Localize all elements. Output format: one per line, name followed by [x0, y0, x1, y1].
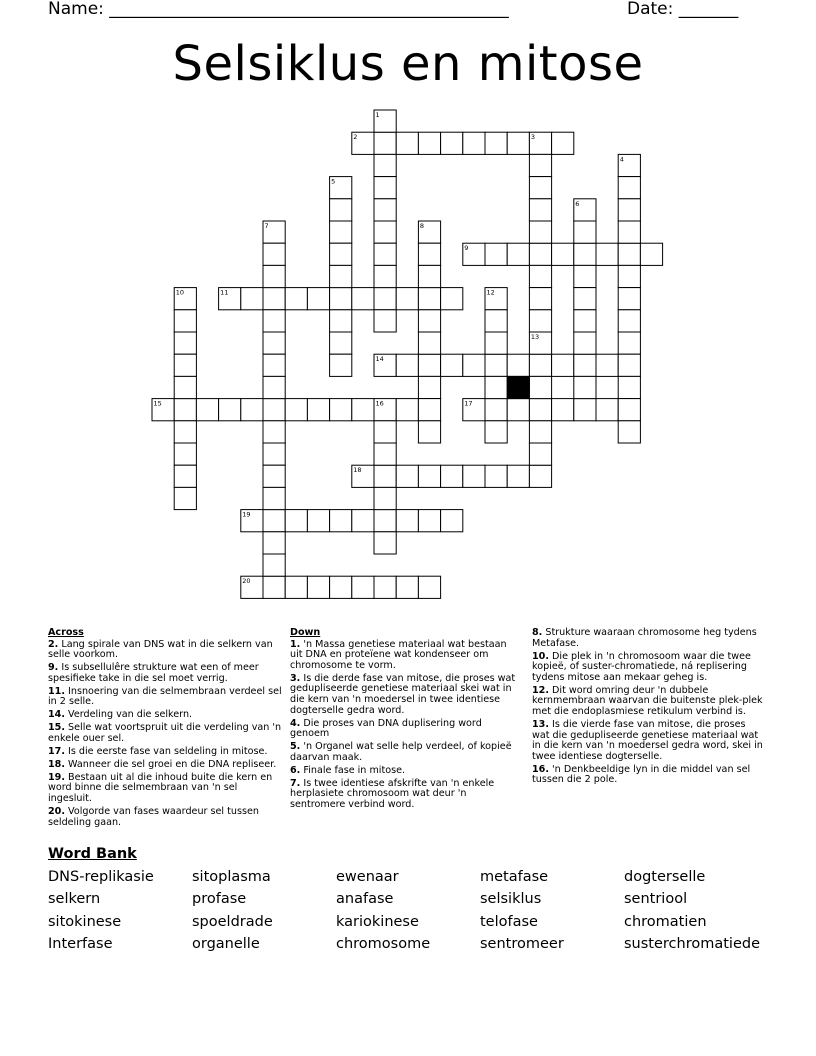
page-title: Selsiklus en mitose — [172, 36, 644, 92]
grid-cell[interactable] — [529, 310, 551, 332]
grid-cell[interactable] — [396, 465, 418, 487]
grid-cell[interactable] — [618, 354, 640, 376]
grid-cell[interactable] — [618, 243, 640, 265]
grid-cell[interactable] — [396, 288, 418, 310]
word-bank-item: DNS-replikasie — [48, 869, 154, 885]
clue-item — [48, 640, 283, 661]
clue-number: 12. — [532, 684, 549, 696]
grid-cell[interactable] — [374, 487, 396, 509]
grid-cell[interactable] — [552, 132, 574, 154]
clue-number: 4. — [290, 717, 301, 729]
grid-cell[interactable] — [529, 177, 551, 199]
word-bank-item: sitoplasma — [192, 869, 271, 885]
grid-cell[interactable] — [618, 332, 640, 354]
word-bank-item: chromosome — [336, 936, 431, 952]
clue-number: 6. — [290, 764, 301, 776]
grid-cell[interactable] — [529, 399, 551, 421]
grid-cell[interactable] — [374, 421, 396, 443]
clue-item — [48, 760, 283, 771]
grid-cell[interactable] — [396, 354, 418, 376]
grid-cell[interactable] — [618, 288, 640, 310]
grid-cell[interactable] — [263, 421, 285, 443]
grid-cell[interactable] — [396, 510, 418, 532]
grid-cell[interactable] — [174, 443, 196, 465]
clue-number: 18. — [48, 758, 65, 770]
word-bank-item: chromatien — [624, 914, 707, 930]
clue-text: Die plek in 'n chromosoom waar die twee kopieë, of suster-chromatiede, ná replisering tydens mitose aan mekaar geheg is. — [532, 650, 751, 683]
grid-cell[interactable] — [219, 399, 241, 421]
grid-cell[interactable] — [529, 443, 551, 465]
clue-number: 8. — [532, 627, 543, 638]
grid-cell[interactable] — [263, 465, 285, 487]
grid-cell[interactable] — [529, 465, 551, 487]
grid-cell[interactable] — [374, 288, 396, 310]
grid-cell[interactable] — [374, 576, 396, 598]
grid-cell[interactable] — [463, 465, 485, 487]
grid-cell[interactable] — [374, 177, 396, 199]
grid-cell[interactable] — [441, 354, 463, 376]
grid-cell[interactable] — [418, 132, 440, 154]
grid-cell[interactable] — [418, 354, 440, 376]
grid-cell[interactable] — [485, 421, 507, 443]
clue-text: Is twee identiese afskrifte van 'n enkele herplasiete chromosoom wat deur 'n sentromere verbind word. — [290, 777, 495, 810]
grid-cell[interactable] — [330, 576, 352, 598]
grid-cell[interactable] — [574, 288, 596, 310]
clue-item — [290, 719, 522, 740]
across-clues — [48, 628, 283, 831]
word-bank-title: Word Bank — [48, 846, 137, 862]
grid-cell[interactable] — [618, 399, 640, 421]
cell-number: 7 — [264, 222, 269, 230]
clue-text: 'n Organel wat selle help verdeel, of kopieë daarvan maak. — [290, 741, 512, 763]
word-bank-item: sentriool — [624, 891, 688, 907]
clue-text: Finale fase in mitose. — [300, 764, 406, 776]
grid-cell[interactable] — [574, 354, 596, 376]
grid-cell[interactable] — [529, 354, 551, 376]
grid-cell[interactable] — [241, 288, 263, 310]
cell-number: 5 — [331, 177, 336, 186]
name-field-label[interactable]: Name: _______________________________________________ — [48, 0, 509, 19]
word-bank-item: ewenaar — [336, 869, 399, 885]
clue-item — [48, 747, 283, 758]
grid-cell[interactable] — [529, 376, 551, 398]
grid-cell[interactable] — [330, 354, 352, 376]
grid-cell[interactable] — [418, 332, 440, 354]
grid-cell[interactable] — [263, 443, 285, 465]
grid-cell[interactable] — [485, 465, 507, 487]
cell-number: 6 — [575, 199, 580, 208]
grid-cell[interactable] — [507, 399, 529, 421]
grid-cell[interactable] — [529, 243, 551, 265]
clue-number: 20. — [48, 806, 65, 818]
cell-number: 15 — [153, 399, 162, 408]
cell-number: 17 — [464, 399, 473, 408]
clue-number: 7. — [290, 777, 301, 789]
clue-item — [48, 663, 283, 684]
clue-item — [290, 779, 522, 811]
cell-number: 19 — [242, 510, 251, 519]
grid-cell[interactable] — [374, 154, 396, 176]
grid-cell[interactable] — [418, 243, 440, 265]
across-heading: Across — [48, 627, 84, 638]
cell-number: 1 — [375, 111, 380, 119]
word-bank-item: dogterselle — [624, 869, 706, 885]
grid-cell[interactable] — [485, 310, 507, 332]
grid-cell[interactable] — [485, 332, 507, 354]
grid-cell[interactable] — [529, 265, 551, 287]
grid-cell[interactable] — [507, 132, 529, 154]
clue-text: Strukture waaraan chromosome heg tydens Metafase. — [532, 627, 757, 649]
grid-cell[interactable] — [618, 310, 640, 332]
grid-cell[interactable] — [618, 221, 640, 243]
clue-text: Selle wat voortspruit uit die verdeling van 'n enkele ouer sel. — [48, 722, 282, 744]
grid-cell[interactable] — [374, 132, 396, 154]
grid-cell[interactable] — [574, 310, 596, 332]
grid-cell[interactable] — [263, 510, 285, 532]
grid-cell[interactable] — [485, 132, 507, 154]
word-bank-item: organelle — [192, 936, 260, 952]
grid-cell[interactable] — [174, 487, 196, 509]
clue-item — [532, 628, 766, 649]
cell-number: 20 — [242, 577, 251, 586]
grid-cell[interactable] — [330, 265, 352, 287]
grid-cell[interactable] — [307, 576, 329, 598]
blocked-cell — [507, 376, 529, 398]
grid-cell[interactable] — [396, 576, 418, 598]
grid-cell[interactable] — [596, 354, 618, 376]
grid-cell[interactable] — [507, 465, 529, 487]
cell-number: 2 — [353, 133, 358, 142]
clue-number: 9. — [48, 662, 59, 674]
date-field-label[interactable]: Date: _______ — [627, 0, 739, 19]
grid-cell[interactable] — [307, 510, 329, 532]
clue-text: Insnoering van die selmembraan verdeel sel in 2 selle. — [48, 685, 282, 708]
grid-cell[interactable] — [352, 576, 374, 598]
grid-cell[interactable] — [574, 243, 596, 265]
grid-cell[interactable] — [174, 421, 196, 443]
grid-cell[interactable] — [552, 243, 574, 265]
grid-cell[interactable] — [330, 199, 352, 221]
cell-number: 3 — [530, 133, 536, 142]
grid-cell[interactable] — [263, 288, 285, 310]
word-bank-item: sitokinese — [48, 914, 122, 930]
grid-cell[interactable] — [352, 510, 374, 532]
grid-cell[interactable] — [374, 510, 396, 532]
grid-cell[interactable] — [640, 243, 662, 265]
grid-cell[interactable] — [418, 576, 440, 598]
clue-text: Is die eerste fase van seldeling in mitose. — [65, 745, 268, 757]
grid-cell[interactable] — [174, 310, 196, 332]
grid-cell[interactable] — [196, 399, 218, 421]
cell-number: 10 — [175, 288, 184, 297]
cell-number: 4 — [619, 155, 624, 164]
grid-cell[interactable] — [374, 310, 396, 332]
clue-text: Volgorde van fases waardeur sel tussen seldeling gaan. — [48, 806, 259, 828]
grid-cell[interactable] — [241, 399, 263, 421]
grid-cell[interactable] — [418, 288, 440, 310]
grid-cell[interactable] — [418, 376, 440, 398]
clue-number: 11. — [48, 685, 65, 697]
cell-number: 12 — [486, 288, 495, 297]
grid-cell[interactable] — [307, 288, 329, 310]
clue-text: Die proses van DNA duplisering word genoem — [290, 717, 482, 740]
grid-cell[interactable] — [330, 221, 352, 243]
clue-item — [532, 686, 766, 718]
clue-text: Bestaan uit al die inhoud buite die kern en word binne die selmembraan van 'n sel ingesluit. — [48, 771, 273, 805]
grid-cell[interactable] — [463, 354, 485, 376]
grid-cell[interactable] — [263, 354, 285, 376]
clue-item — [48, 710, 283, 721]
grid-cell[interactable] — [330, 310, 352, 332]
grid-cell[interactable] — [618, 376, 640, 398]
grid-cell[interactable] — [618, 421, 640, 443]
grid-cell[interactable] — [285, 288, 307, 310]
word-bank-item: kariokinese — [336, 914, 419, 930]
word-bank-item: Interfase — [48, 936, 113, 952]
grid-cell[interactable] — [330, 243, 352, 265]
cell-number: 9 — [464, 244, 469, 253]
clue-item — [48, 807, 283, 828]
clue-number: 16. — [532, 763, 549, 775]
grid-cell[interactable] — [374, 221, 396, 243]
grid-cell[interactable] — [618, 177, 640, 199]
grid-cell[interactable] — [418, 265, 440, 287]
grid-cell[interactable] — [441, 288, 463, 310]
grid-cell[interactable] — [418, 421, 440, 443]
clue-number: 5. — [290, 741, 301, 753]
grid-cell[interactable] — [507, 354, 529, 376]
grid-cell[interactable] — [396, 132, 418, 154]
clue-text: 'n Denkbeeldige lyn in die middel van sel tussen die 2 pole. — [532, 763, 751, 786]
clue-number: 1. — [290, 638, 301, 650]
grid-cell[interactable] — [618, 265, 640, 287]
grid-cell[interactable] — [263, 487, 285, 509]
grid-cell[interactable] — [263, 332, 285, 354]
grid-cell[interactable] — [507, 243, 529, 265]
grid-cell[interactable] — [485, 243, 507, 265]
clue-item — [48, 687, 283, 708]
grid-cell[interactable] — [263, 310, 285, 332]
grid-cell[interactable] — [418, 510, 440, 532]
clue-number: 17. — [48, 745, 65, 757]
word-bank-item: sentromeer — [480, 936, 564, 952]
clue-item — [48, 723, 283, 744]
grid-cell[interactable] — [374, 465, 396, 487]
grid-cell[interactable] — [485, 399, 507, 421]
grid-cell[interactable] — [263, 399, 285, 421]
grid-cell[interactable] — [574, 376, 596, 398]
clue-item — [290, 766, 522, 777]
grid-cell[interactable] — [574, 265, 596, 287]
grid-cell[interactable] — [263, 532, 285, 554]
grid-cell[interactable] — [418, 310, 440, 332]
grid-cell[interactable] — [352, 399, 374, 421]
grid-cell[interactable] — [330, 332, 352, 354]
clue-number: 14. — [48, 709, 65, 721]
grid-cell[interactable] — [174, 399, 196, 421]
clue-number: 19. — [48, 771, 65, 783]
grid-cell[interactable] — [374, 265, 396, 287]
clue-text: Wanneer die sel groei en die DNA repliseer. — [65, 758, 277, 770]
grid-cell[interactable] — [263, 554, 285, 576]
grid-cell[interactable] — [174, 354, 196, 376]
grid-cell[interactable] — [574, 399, 596, 421]
grid-cell[interactable] — [263, 243, 285, 265]
grid-cell[interactable] — [418, 399, 440, 421]
grid-cell[interactable] — [263, 376, 285, 398]
clue-text: 'n Massa genetiese materiaal wat bestaan uit DNA en proteïene wat kondenseer om chromosome te vorm. — [290, 638, 507, 671]
grid-cell[interactable] — [263, 576, 285, 598]
clue-number: 3. — [290, 672, 301, 684]
word-bank-item: telofase — [480, 914, 538, 930]
grid-cell[interactable] — [352, 288, 374, 310]
clue-number: 13. — [532, 718, 549, 730]
grid-cell[interactable] — [174, 465, 196, 487]
down-clues — [290, 628, 522, 813]
grid-cell[interactable] — [374, 199, 396, 221]
clue-item — [290, 674, 522, 716]
grid-cell[interactable] — [330, 510, 352, 532]
clue-text: Lang spirale van DNS wat in die selkern van selle voorkom. — [48, 638, 273, 661]
grid-cell[interactable] — [529, 421, 551, 443]
grid-cell[interactable] — [574, 221, 596, 243]
grid-cell[interactable] — [418, 465, 440, 487]
grid-cell[interactable] — [618, 199, 640, 221]
clue-text: Is die derde fase van mitose, die proses wat gedupliseerde genetiese materiaal skei wat in die kern van 'n moedersel in twee identiese dogterselle gedra word. — [290, 672, 516, 716]
grid-cell[interactable] — [574, 332, 596, 354]
grid-cell[interactable] — [552, 354, 574, 376]
cell-number: 14 — [375, 355, 384, 364]
word-bank-item: selsiklus — [480, 891, 542, 907]
grid-cell[interactable] — [596, 243, 618, 265]
word-bank-item: anafase — [336, 891, 394, 907]
clue-item — [532, 720, 766, 762]
grid-cell[interactable] — [374, 243, 396, 265]
cell-number: 11 — [220, 288, 229, 297]
clue-item — [532, 652, 766, 684]
grid-cell[interactable] — [263, 265, 285, 287]
cell-number: 16 — [375, 399, 384, 408]
grid-cell[interactable] — [596, 399, 618, 421]
word-bank-item: susterchromatiede — [624, 936, 760, 952]
clue-text: Verdeling van die selkern. — [65, 709, 193, 721]
grid-cell[interactable] — [441, 465, 463, 487]
grid-cell[interactable] — [307, 399, 329, 421]
down-clues-continued — [532, 628, 766, 788]
clue-text: Dit word omring deur 'n dubbele kernmembraan waarvan die buitenste plek-plek met die endoplasmiese retikulum verbind is. — [532, 684, 763, 717]
word-bank-item: spoeldrade — [192, 914, 273, 930]
grid-cell[interactable] — [441, 510, 463, 532]
clue-number: 10. — [532, 650, 549, 662]
grid-cell[interactable] — [529, 199, 551, 221]
grid-cell[interactable] — [463, 132, 485, 154]
grid-cell[interactable] — [396, 399, 418, 421]
grid-cell[interactable] — [529, 221, 551, 243]
grid-cell[interactable] — [285, 399, 307, 421]
grid-cell[interactable] — [441, 132, 463, 154]
clue-text: Is die vierde fase van mitose, die proses wat die gedupliseerde genetiese materiaal wat in die kern van 'n moedersel gedra word, skei in twee identiese dogterselle. — [532, 718, 763, 762]
word-bank-item: profase — [192, 891, 247, 907]
down-heading: Down — [290, 627, 321, 638]
grid-cell[interactable] — [485, 376, 507, 398]
cell-number: 13 — [530, 333, 540, 341]
grid-cell[interactable] — [485, 354, 507, 376]
clue-item — [532, 765, 766, 786]
grid-cell[interactable] — [330, 399, 352, 421]
grid-cell[interactable] — [174, 376, 196, 398]
grid-cell[interactable] — [174, 332, 196, 354]
grid-cell[interactable] — [285, 510, 307, 532]
word-bank-item: selkern — [48, 891, 101, 907]
clue-text: Is subsellulêre strukture wat een of meer spesifieke take in die sel moet verrig. — [48, 662, 259, 684]
clue-number: 15. — [48, 722, 65, 734]
grid-cell[interactable] — [330, 288, 352, 310]
grid-cell[interactable] — [552, 399, 574, 421]
clue-item — [290, 640, 522, 672]
clue-number: 2. — [48, 638, 59, 650]
grid-cell[interactable] — [374, 443, 396, 465]
grid-cell[interactable] — [285, 576, 307, 598]
clue-item — [290, 742, 522, 763]
word-bank-item: metafase — [480, 869, 549, 885]
grid-cell[interactable] — [374, 532, 396, 554]
cell-number: 8 — [419, 222, 425, 230]
cell-number: 18 — [353, 466, 362, 475]
grid-cell[interactable] — [529, 288, 551, 310]
clue-item — [48, 773, 283, 805]
grid-cell[interactable] — [529, 154, 551, 176]
